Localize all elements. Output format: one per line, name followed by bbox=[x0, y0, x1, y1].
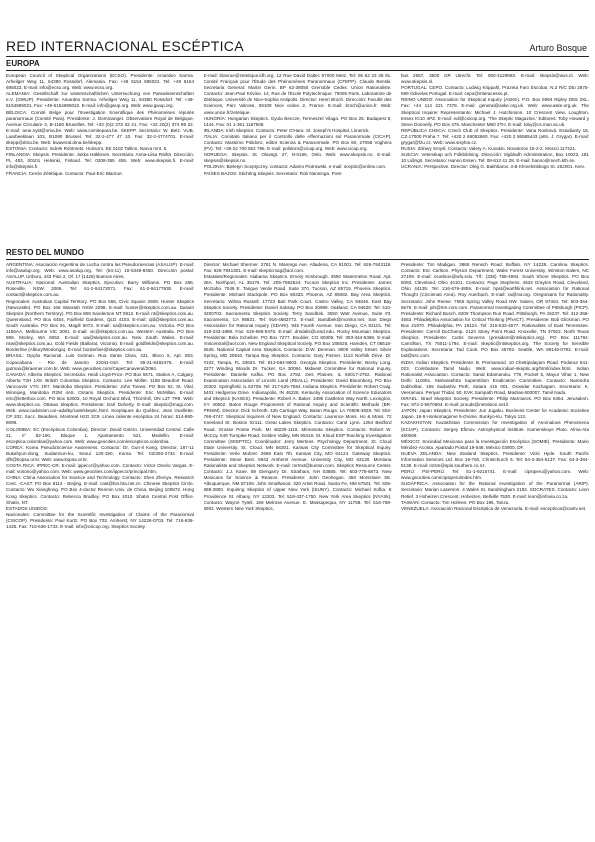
directory-entry: SUDÁFRICA: Association for the Rational Investigation of the Paranormal (ARIP). Secretario: Marian Laserson. 4 Wales St. Sandringham 2192. SOCRATES. Contacto: Leon Retief. 3 Hoheizen Crescent, Hoheizen, Bellville 7530. E-mail: leon@infovia.co.za. bbox=[401, 481, 589, 499]
directory-entry: Presidente: Tim Madigan. 3965 Rensch Road. Buffalo, NY 14228. Carolina Skeptics. Contacto: Eric Carlson. Physics Department, Wake Forest University, Winston-Salem, NC 27109. E-mail: ecarlson@wfu.edu. Tlf.: (336) 758-4994. South Shore Skeptics. PO Box 5083. Cleveland, Ohio 44101. Contacto: Page Stephens. 4534 Grayton Road, Cleveland, Ohio 44135. Tel: 216-676-4859. E-mail: hpst@earthlink.net. Association for Rational Thought (Cincinnati Area). Roy Auerbach. E-mail: ra@rat.org. Oregonians for Rationality. Secretario: John Reese. 7555 Spring Valley Road NW. Salem, OR 97304. Tel: 503-364-6676. E-mail: joh@rtm.com.com. Paranormal Investigating Committee of Pittsburgh (PICP). Presidente: Richard Busch. 8209 Thompson Run Road. Pittsburgh, PA 15237. Tel: 412-366-4663. Philadelphia Association for Critical Thinking (PhACT). Presidente: Bob Glickman. PO Box 21970. Philadelphia, PA 19124. Tel: 215-533-4677. Rationalists of East Tennessee. Presidente: Carroll DuChamp. 2123 Stony Point Road. Knoxville, TN 37922. North Texas Skeptics. Presidente: Curtis Severns (president@ntskeptics.org). PO Box 111794. Carrollton, TX 75011-1794. E-mail: skeptic@ntskeptics.org. The Society for Sensible Explanations. Secretaria: Tad Cook. PO Box 45792. Seattle, WA 98145-0792. E-mail: tad@ssc.com. bbox=[401, 262, 589, 359]
directory-entry: UCRANIA: Perspective. Director: Oleg G. Bakhtiarov. 3-B Khmelnitskogo St. 252001. Kiev. bbox=[401, 164, 585, 170]
page-header bbox=[6, 38, 589, 57]
world-column-2 bbox=[204, 262, 392, 822]
world-column-3 bbox=[401, 262, 589, 822]
directory-entry: PAÍSES BAJOS: Stichting Skepsis. Secretario: Rob Nanninga. Post- bbox=[203, 170, 343, 176]
directory-entry: AUSTRALIA: Nacional: Australian Skeptics. Ejecutivo: Barry Williams. PO Box 268, Roseville, NSW 2069. Tel: 61-2-94172071. Fax: 61-2-94177930. E-mail: contact@skeptics.com.au. bbox=[6, 280, 194, 298]
directory-entry: POLONIA: Bieletyn Sceptyczny. contacto: Adamo Piotrowski. e-mail: sceptic@online.com. bbox=[203, 164, 387, 170]
directory-entry: REINO UNIDO: Association for Skeptical Inquiry (ASKE). P.O. Box 5994 Ripley DE5 3XL. Fax: +44 114 221 7378. E-mail: general@aske.org.uk. Web: www.aske.org.uk. The Skeptical Inquirer Representante: Michael J. Hutchinson. 10 Crescent View, Loughton, Essex IG10 4PZ. E-mail: edi@csicop.org. 'The Skeptic Magazine.' Editores: Toby Howard y Steve Donnelly. PO Box 475. Manchester M60 2TH. E-mail: toby@cs.man.ac.uk. bbox=[401, 97, 589, 127]
directory-entry: BÉLGICA: Comité Belge pour l'Investigation Scientifique des Phénomènes réputés paranormaux (Comité Para). Presidente: J. Dommanget. Observatoire Royal de Belgique, Avenue Circulaire 3, B-1180 Bruxelles. Tel: +32 (0)2 373 02 41. Fax: +32 20(2) 374 98 22. E-mail: ame.nyst@oma.be. Web: www.comitepara.be. SKEPP. Secretario: W. Betz. VUB, Laarbeeklaan 103, B1090 Brussel. Tel: 32-2-477 47 10. Fax: 32-2-4774701. E-mail: skepp@dma.be. Web: bwaveral.dma.be/skepp. bbox=[6, 109, 194, 146]
europe-column-3 bbox=[401, 73, 589, 243]
directory-entry: FINLANDIA: Skepsis. Presidente: Jukka Häkkinen. Secretaria: Anna-Liisa Räihä. Dirección: PL 483, 00101 Helsinki, Finland. Tel: 0208-355 455. Web: www.skepsis.fi. E-mail: info@skepsis.fi. bbox=[6, 152, 194, 170]
directory-entry: Regionales: Australian Capital Territory. PO Box 555, Civic Square 2608. Hunter Skeptics (Newcastle). PO Box 166 Waratah NSW 2298. E-mail: hunter@skeptics.com.au. Darwin Skeptics (Northern Territory). PO Box 809 Sanderson NT 0812. E-mail: nt@skeptics.com.au. Queensland. PO Box 6454, Fairfield Gardens, QLD 4103. E-mail: qld@skeptics.com.au. South Australia. PO Box 91, Magill 5072. E-mail: sa@skeptics.com.au. Victoria. PO Box 1166AA, Melbourne VIC 3001. E-mail: vic@skeptics.com.au. Western Australia. PO Box 899, Morley, WA 6062. E-mail: wa@skeptics.com.au. New South Wales. E-mail: nsw@skeptics.com.au. Gold Fields (Ballarat, Victoria). E-mail: goldfields@skeptics.com.au. Borderline (Albury/Wodonga). E-mail: borderline@skeptics.com.au. bbox=[6, 298, 194, 353]
directory-entry: CHINA: China Association for Science and Technology. Contacto: Shen Zhenyu. Research Cent. -CAST. PO Box 8113 - Beijing. E-mail: cast@bin.bta.net.cn. Chinese Skeptics Circle. Contacto: Wu Xianghong. PO Box 4-doctor Renmin Univ. de China, Beijing 100872. Hong Kong Skeptics. Contacto: Rebecca Bradley. PO Box 1010. Shatin Central Post Office. Shatin, NT. bbox=[6, 475, 194, 505]
directory-entry: INDIA: Indian Skeptics. Presidente: B. Premanand. 10 Chettipalayam Road. Podanur 641-023. Coimbatore Tamil Nadu. Web: www.indian-skeptic.org/html/index.html. Indian Rationalist Association. Contacto: Sanal Edamaruku. 779, Pocket 5, Mayur Vihar 1, New Delhi 110091. Maharashtra Superstition Eradication Committee. Contacto: Narendra Dabholkar, 155 Sadashiv Peth, Satara 415 001. Dravidar Kazhagam. Secretario: K. Veeramani. Periyar Thidal, 50, EVK Sampath Road, Madras-600007. Tamil Nadu. bbox=[401, 359, 589, 395]
directory-entry: BRASIL: Opção Racional. Luis Gutman. Rua Santa Clara, 431. Bloco 5, Apt. 803. Copacabana - Rio de Janeiro 22041-010. Tel: 55-21-5482476. E-mail: gutman@kraemer.com.br. Web: www.geocities.com/CapeCanaveral/2064. bbox=[6, 353, 194, 371]
directory-entry: ESTADOS UNIDOS: bbox=[6, 505, 49, 511]
directory-entry: ITALIA: Comitato Italiano per il Controllo delle Affermazioni sul Paranormale (CICAP). Contacto: Massimo Polidoro, editor Scienza & Paranormale. PO Box 60, 27058 Voghera (PV). Tel: +39 02 700 552 795. E-mail: polidoro@cicap.org. Web: www.cicap.org. bbox=[203, 133, 392, 152]
directory-entry: CANADÁ: Alberta Skeptics. Secretaria: Heidi Lloyd-Price. PO Box 5571, Station A, Calgary, Alberta T2H 1X9. British Columbia Skeptics. Contacto: Lee Moller. 1188 Beaufort Road. Vancouver V7G 1R7. Manitoba Skeptics. Presidente: John Toews. PO Box 92, St. Vital, Winnipeg, Manitoba R2M 4A5. Ontario Skeptics. Presidente: Eric McMillan. E-mail: eric@letterbox.com. PO Box 53003, 10 Royal Orchard Blvd, Thornhill, ON L3T 7R9. Web: www.skeptics.ca. Ottawa Skeptics. Presidente: Earl Doherty. E-mail: skeptic@magi.com. Web: www.cadvision.ca/~adalby/cats/skeptic.html. Sceptiques du Québec. Jean Ouellette. CP 202, Succ. Beaubien, Montreal H2G 3C9. Línea caliente escéptica 24 horas: 514-990-8099. bbox=[6, 371, 194, 426]
directory-entry: RUSIA: Zdravy Smysl. Contacto: Valery A. Kuvakin. Novatorov 18-2-2. Moscú 117421. bbox=[401, 146, 577, 152]
author-name: Arturo Bosque bbox=[529, 43, 587, 53]
directory-entry: ALEMANIA: Gesellschaft zur wissenschaftlichen Untersuchung von Parawissenschaften e.V. (GWUP). Presidente: Amardeo Sarma. Arheilger Weg 11, 64380 Rossdorf. Tel: +49-6154695021. Fax: +49-6154695022. E-mail: info@gwup.org. Web: www.gwup.org. bbox=[6, 91, 194, 109]
running-title: RED INTERNACIONAL ESCÉPTICA bbox=[6, 38, 244, 54]
directory-entry: COLOMBIA: EC (Escépticos Colombia). Director: David Golero. Universidad Central. Calle 21, n° 82-190, Bloque 1, Apartamento 521. Medellín. E-mail: esceptica.colombia@yahoo.com. Web: www.geocities.com/escepticos.colombia. bbox=[6, 426, 194, 444]
directory-entry: Estatales/Regionales: Alabama Skeptics. Emory Kimbrough. 3550 Watermelon Road, Apt. 28A. Northport, AL 35476. Tel: 205-7592624. Tucson Skeptics Inc. Presidente: James McGaha. 7049 E. Tangue Verde Road. Suite 370, Tucson, AZ 85715. Phoenix Skeptics. Presidente: Michael Stackpole. PO Box 60333. Phoenix, AZ 85082. Bay Area Skeptics. Secretario: Wilma Russell. 17723 Buti Park Court. Castro Valley, CA 94546. East Bay Skeptics Society. Presidente: Daniel Sabsay. PO Box 20989. Oakland, CA 94620. Tel: 510-4200702. Sacramento Skeptics Society. Terry Sandbek. 3550 Watt Avenue, Suite #3. Sacramento, CA 95821. Tel: 916-4883772. E-mail: tsandbek@monitor.net. San Diego Association for Rational Inquiry (SDARI). 945 Fourth Avenue. San Diego, CA 92101. Tel: 619-233-1888. Fax: 619-696-9476. E-mail: drsdalis@ucsd.edu. Rocky Mountain Skeptics. Presidente: Bela Scheiber. PO Box 7277. Boulder, CO 80306. Tel: 303-444-5368. E-mail: rmscentral@aol.com. New England Skeptical Society. PO Box 185526, Hamden, CT 06518-5526. National Capital Area Skeptics. Contacto: D.W. Denman. 8006 Valley Street. Silver Spring, MD 20910. Tampa Bay Skeptics. Contacto: Gary Posner. 1113 Norfolk Drive. Dr. #102, Tampa, FL 33634. Tel: 813-584-9603. Georgia Skeptics. Presidente: Becky Long. 2277 Winding Woods Dr. Tucker, GA 30084. Midwest Committee for Rational Inquiry. Presidente: Danielle Kafka. PO Box 2792. Des Plaines, IL 60017-2792. Rational Examination Association of Lincoln Land (REALL). Presidente: David Bloomberg. PO Box 20302. Springfield, IL 62708. Tel: 217-525-7554. Indiana Skeptics. Presidente: Robert Craig. 5401 Hedgerow Drive. Indianapolis, IN 46226. Kentucky Association of Science Educators and Skeptics (KASES). Presidente: Robert A. Baker. 3495 Castleton Way North. Lexington, KY 40502. Baton Rouge Proponents of Rational Inquiry and Scientific Methods (BR-PRISM). Director: Dick Schroth. 425 Carriage Way. Baton Rouge, LA 70808-4828. Tel: 504-766-4747. Skeptical Inquirers of New England. Contacto: Laurence Moss. Ho & Moss. 72 Kneeland St. Boston 02111. Great Lakes Skeptics. Contacto: Carol Lynn. 1264 Bedford Road. Grosse Pointe Park. MI 48230-1116. Minnesota Skeptics. Contacto: Robert W. McCoy. 549 Turnpike Road. Golden Valley, MN 55416. St. Kloud ESP Teaching Investigation Committee (SKEPTIC). Coordinador: Jerry Mertens. Psychology Department, St. Cloud State University. St. Cloud, MN 56301. Kansas City Committee for Skeptical Inquiry. Presidente: Verle Muhrer. 2658 East 7th. Kansas City, MO 64124. Gateway Skeptics. Presidente: Steve Best. 6943 Amherst Avenue. University City, MO 63130. Montana Rationalists and Skeptics Network. E-mail: mrtnst@bunton.com. Skeptics Resource Center. Contacto: J.J. Kane. 89 Glengarry Dr. Stratham, NH 03885. Tel: 603-778-6873. New Mexicans for Science & Reason. Presidente: John Geohegan. 450 Montclaire SE. Albuquerque, NM 87108. John Smallwood. 320 Artist Road. Santa Fe, NM 87501. Tel: 505-988-2800. Inquiring Skeptics of Upper New York (ISUNY). Contacto: Michael Sofka. 8 Providence St. Albany, NY 12203. Tel: 518-437-1750. New York Area Skeptics (NYASk). Contacto: Wayne Tytell. 159 Melrose Avenue. E. Massapequa, NY 11758. Tel: 516-798-6902. Western New York Skeptics. bbox=[203, 274, 392, 511]
directory-entry: Director: Michael Shermer. 2761 N. Marengo Ave. Altadena, CA 91001. Tel: 626-7943119. Fax: 626-7941301. E-mail: skepticmag@aol.com. bbox=[203, 262, 392, 274]
europe-column-2 bbox=[204, 73, 392, 243]
section-heading-europe: EUROPA bbox=[6, 58, 589, 71]
directory-entry: PORTUGAL: CEPO. Contacto: Ludwig Krippahl, Prazeta Faro Escobar, N.2 R/C Dto 2675-599 Odivelas Portugal. E-mail: cepo@interacesso.pt. bbox=[401, 85, 589, 97]
directory-entry: NUEVA ZELANDA: New Zealand Skeptics. Presidente: Vicki Hyde. South Pacific Information Services Ltd. Box 19-760, Christchurch 5. Tel: 64-3-384-5137. Fax: 64-3-384-5138. E-mail: nzsm@spis.southern.co.nz. bbox=[401, 450, 589, 469]
directory-entry: JAPÓN: Japan Skeptics. Presidente: Jun Jugaku. Business Center for Academic Societies Japan. 16-9 Honkomagome 5-chome. Bunkyo-Ku. Tokyo 113. bbox=[401, 408, 589, 420]
directory-entry: ISRAEL: Israel Skeptics Society. Presidente: Philip Marmaros. PO Box 8454. Jerusalem. Fax: 972-2-5670694. E-mail: prouds@netvision.net.il. bbox=[401, 396, 589, 408]
section-heading-rest-of-world: RESTO DEL MUNDO bbox=[6, 247, 589, 260]
world-column-1 bbox=[6, 262, 194, 822]
directory-entry: VENEZUELA: Asociación Racional Escéptica de Venezuela. E-mail: escepticos@cantv.net. bbox=[401, 505, 587, 511]
directory-entry: REPÚBLICA CHECA: Czech Club of Skeptics. Presidente: Vana Nosková. Estudianty 18, CZ-17000 Praha 7. Tel: +420 2 66052660. Fax: +420 2 86585443 (attn. J. Grygar). E-mail: grygar@fzu.cz. Web: www.sisyfos.cz. bbox=[401, 127, 589, 146]
directory-entry: PERÚ: PSI-PERÚ. Tel: 51-1-9215741. E-mail: cipsiperu@yahoo.com. Web: www.geocities.com/cipsiperu/index.htm. bbox=[401, 469, 589, 481]
directory-entry: MÉXICO: Sociedad Mexicana para la Investigación Escéptica (SOMIE). Presidente: Mario Méndez-Acosta. Apartado Postal 19-546. México 03900, DF. bbox=[401, 438, 589, 450]
directory-entry: HUNGRÍA: Hungarian Skeptics. Gyula Bencze, Termeszet Vilaga. PO Box 25. Budapest 8, 1444. Fax: 01 1-361 1187506. bbox=[203, 115, 392, 127]
directory-entry: COSTA RICA: IPPEC-CR. E-mail: ippeccr@yahoo.com. Contacto: Victor Osorio Vargas. E-mail: vosorio@yahoo.com. Web: www.geocities.com/ippeccr/principal.htm. bbox=[6, 463, 194, 475]
directory-entry: Nacionales: Committee for the Scientific Investigation of Claims of the Paranormal (CSICOP). Presidente: Paul Kurtz. PO Box 703. Amherst, NY 14226-0703. Tel: 716-636-1425. Fax: 716-636-1733. E-mail: info@csicop.org. Skeptics Society. bbox=[6, 511, 194, 530]
directory-entry: ARGENTINA: Asociación Argentina de Lucha contra las Pseudociencias (ASALUP). E-mail: info@asalup.org. Web: www.asalup.org. Tel: (54-11) 15-5349-8450. Dirección postal: ASALUP, Uriburu, 443 Piso 2, Of. 17 (1428) Buenos Aires. bbox=[6, 262, 194, 280]
directory-entry: E-mail: blanrue@zetetique.ldh.org. 12 Rue David Daltec 57000 Metz. Tel: 06 62 23 38 91. Comité Français pour l'Étude des Phénomènes Paranormaux (CFEPP). Claude Benski. Secretaria General: Martin Gerin. BP 62-38050 Grenoble Cedex. Union Rationaliste. Contacto: Jean-Paul Krivine. 14, Rue de l'Ecole Polytechnique. 75005 Paris. Laboratoire de Zététique. Université de Nice-Sophia Antipolis. Director: Henri Broch. Dirección: Faculté des Sciences, Parc Valrose, 06108 Nice cedex 2, France. E-mail: broch@unice.fr. Web: www.unice.fr/zetetique. bbox=[203, 73, 392, 115]
directory-entry: KAZAKHSTAN: Kazakhstan Commission for Investigation of Anomalous Phenomena (KCIAP). Contacto: Sergey Efimov. Astrophysical Institute. Kamenskoye Plato. Alma-Ata 480068. bbox=[401, 420, 589, 438]
directory-entry: SUECIA: Vetenskap och Folkbildning. Dirección: Sigbladh Administration, Box 10022, 181 10 Lidingö. Secretario: Hanno Essen. Tel: 08-612 41 28. E-mail: hanno@mech.kth.se. bbox=[401, 152, 589, 164]
directory-entry: ESTONIA: Contacto: Indrek Rohtmets. Horisont, EE 0102 Tallinn, Narva mnt. 5. bbox=[6, 146, 168, 152]
directory-entry: European Council of Skeptical Organizations (ECSO). Presidente: Amardeo Sarma. Arheilger Weg 11, 64380 Rossdorf, Alemania. Fax: +49 6154 695022. Tel: +49 6154 695023. E-mail: info@ecso.org. Web: www.ecso.org. bbox=[6, 73, 194, 91]
europe-directory bbox=[6, 73, 589, 243]
directory-entry: FRANCIA: Cercle Zététique. Contacto: Paul-Eric Blanrue. bbox=[6, 170, 123, 176]
directory-entry: COREA: Korea PseudoScience Awareness. Contacto: Dr. Gun-Il Kang, Director, 187-11 Bukahyun-dong, Sudaemun-ku, Seoul 120-190, Korea. Tel: 02/393-2734 E-mail: dlh@kopsa.or.kr. Web: www.kopsa.or.kr. bbox=[6, 444, 194, 462]
directory-entry: TAIWÁN: Contacto: Tim Holmes. PO Box 195, Tanzu. bbox=[401, 499, 510, 505]
directory-entry: IRLANDA: Irish Skeptics. Contacto: Peter O'Hara. St. Joseph's Hospital, Limerick. bbox=[203, 127, 370, 133]
directory-entry: NORUEGA: Skepsis. St. Olavsgt. 27, N-0166, Oslo. Web: www.skepsis.no. E-mail: skepsis@skepsis.no. bbox=[203, 152, 392, 164]
world-directory bbox=[6, 262, 589, 822]
europe-column-1 bbox=[6, 73, 194, 243]
directory-entry: bus 2657, 3500 GR Utrecht. Tel: 050-3129893. E-mail: skepsis@wxs.nl. Web: www.skepsis.nl. bbox=[401, 73, 589, 85]
